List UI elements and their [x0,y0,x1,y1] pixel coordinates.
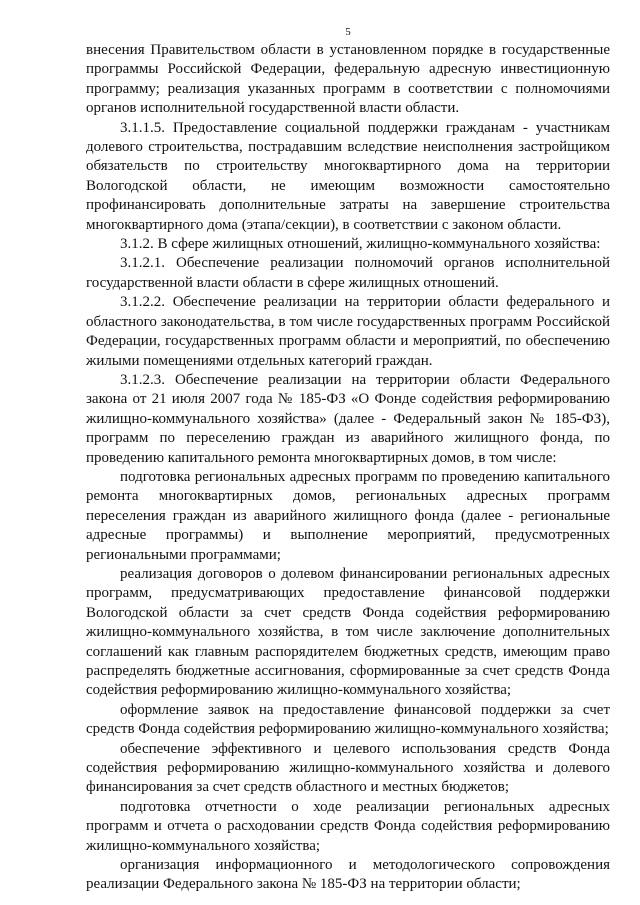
paragraph-continuation: внесения Правительством области в установленном порядке в государственные программы Российской Федерации, федеральную адресную инвестиционную программу; реализация указанных программ в соответствии с полномочиями органов исполнительной государственной власти области. [86,42,610,117]
page-number: 5 [345,26,351,38]
paragraph-3-1-1-5: 3.1.1.5. Предоставление социальной поддержки гражданам - участникам долевого строительства, пострадавшим вследствие неисполнения застройщиком обязательств по строительству многоквартирного дома на территории Вологодской области, не имеющим возможности самостоятельно профинансировать дополнительные затраты на завершение строительства многоквартирного дома (этапа/секции), в соответствии с законом области. [86,119,610,233]
list-item-regional-programs: подготовка региональных адресных программ по проведению капитального ремонта многоквартирных домов, региональных адресных программ переселения граждан из аварийного жилищного фонда (далее - региональные адресные программы) и выполнение мероприятий, предусмотренных региональными программами; [86,468,610,563]
paragraph-3-1-2-3: 3.1.2.3. Обеспечение реализации на территории области Федерального закона от 21 июля 2007 года № 185-ФЗ «О Фонде содействия реформированию жилищно-коммунального хозяйства» (далее - Федеральный закон № 185-ФЗ), программ по переселению граждан из аварийного жилищного фонда, по проведению капитального ремонта многоквартирных домов, в том числе: [86,371,610,466]
paragraph-3-1-2: 3.1.2. В сфере жилищных отношений, жилищно-коммунального хозяйства: [120,236,601,253]
list-item-effective-use: обеспечение эффективного и целевого использования средств Фонда содействия реформированию жилищно-коммунального хозяйства и долевого финансирования за счет средств областного и местных бюджетов; [86,740,610,796]
paragraph-3-1-2-1: 3.1.2.1. Обеспечение реализации полномочий органов исполнительной государственной власти области в сфере жилищных отношений. [86,255,610,291]
list-item-reporting: подготовка отчетности о ходе реализации региональных адресных программ и отчета о расходовании средств Фонда содействия реформированию жилищно-коммунального хозяйства; [86,798,610,854]
list-item-cofinancing-agreements: реализация договоров о долевом финансировании региональных адресных программ, предусматривающих предоставление финансовой поддержки Вологодской области за счет средств Фонда содействия реформированию жилищно-коммунального хозяйства, в том числе заключение дополнительных соглашений как главным распорядителем бюджетных средств, имеющим право распределять бюджетные ассигнования, сформированные за счет средств Фонда содействия реформированию жилищно-коммунального хозяйства; [86,565,610,699]
paragraph-3-1-2-2: 3.1.2.2. Обеспечение реализации на территории области федерального и областного законодательства, в том числе государственных программ Российской Федерации, государственных программ области и мероприятий, по обеспечению жилыми помещениями отдельных категорий граждан. [86,294,610,369]
document-body [86,41,610,895]
list-item-support-applications: оформление заявок на предоставление финансовой поддержки за счет средств Фонда содействия реформированию жилищно-коммунального хозяйства; [86,701,610,738]
list-item-methodological-support: организация информационного и методологического сопровождения реализации Федерального закона № 185-ФЗ на территории области; [86,857,610,893]
